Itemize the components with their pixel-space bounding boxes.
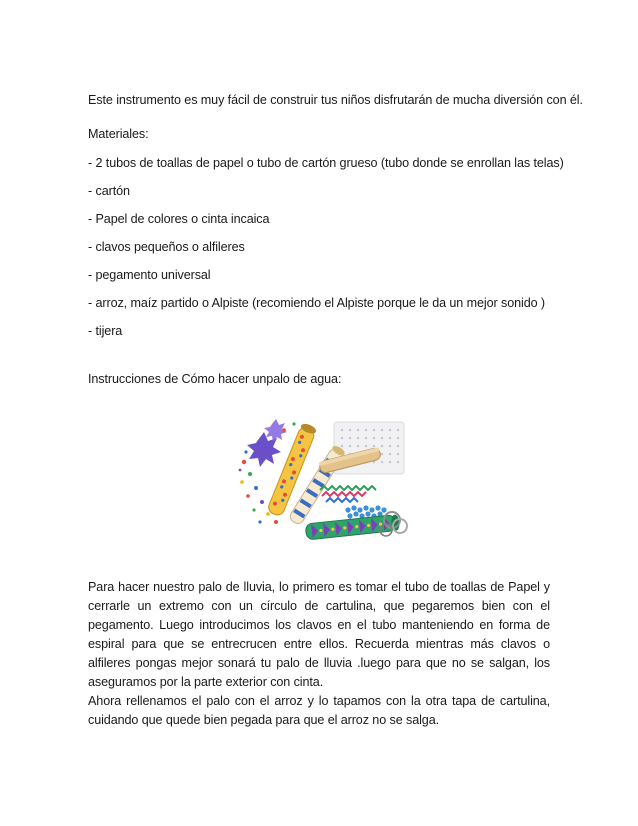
instructions-paragraph-2: Ahora rellenamos el palo con el arroz y lo tapamos con la otra tapa de cartulina, cuidando que quede bien pegada para que el arroz no se salga. <box>88 694 550 727</box>
rainstick-craft-image <box>236 418 410 542</box>
list-item: - clavos pequeños o alfileres <box>88 240 245 254</box>
materials-heading: Materiales: <box>88 127 149 141</box>
instructions-heading: Instrucciones de Cómo hacer unpalo de agua: <box>88 372 342 386</box>
list-item: - pegamento universal <box>88 268 211 282</box>
instructions-paragraph-1: Para hacer nuestro palo de lluvia, lo primero es tomar el tubo de toallas de Papel y cerrarle un extremo con un círculo de cartulina, que pegaremos bien con el pegamento. Luego introducimos los clavos en el tubo manteniendo en forma de espiral para que se entrecrucen entre ellos. Recuerda mientras más clavos o alfileres pongas mejor sonará tu palo de lluvia .luego para que no se salgan, los aseguramos por la parte exterior con cinta. <box>88 580 550 689</box>
list-item: - Papel de colores o cinta incaica <box>88 212 270 226</box>
list-item: - arroz, maíz partido o Alpiste (recomiendo el Alpiste porque le da un mejor sonido ) <box>88 296 546 310</box>
list-item: - cartón <box>88 184 130 198</box>
list-item: - tijera <box>88 324 123 338</box>
list-item: - 2 tubos de toallas de papel o tubo de cartón grueso (tubo donde se enrollan las telas) <box>88 156 564 170</box>
intro-text: Este instrumento es muy fácil de construir tus niños disfrutarán de mucha diversión con él. <box>88 93 583 107</box>
